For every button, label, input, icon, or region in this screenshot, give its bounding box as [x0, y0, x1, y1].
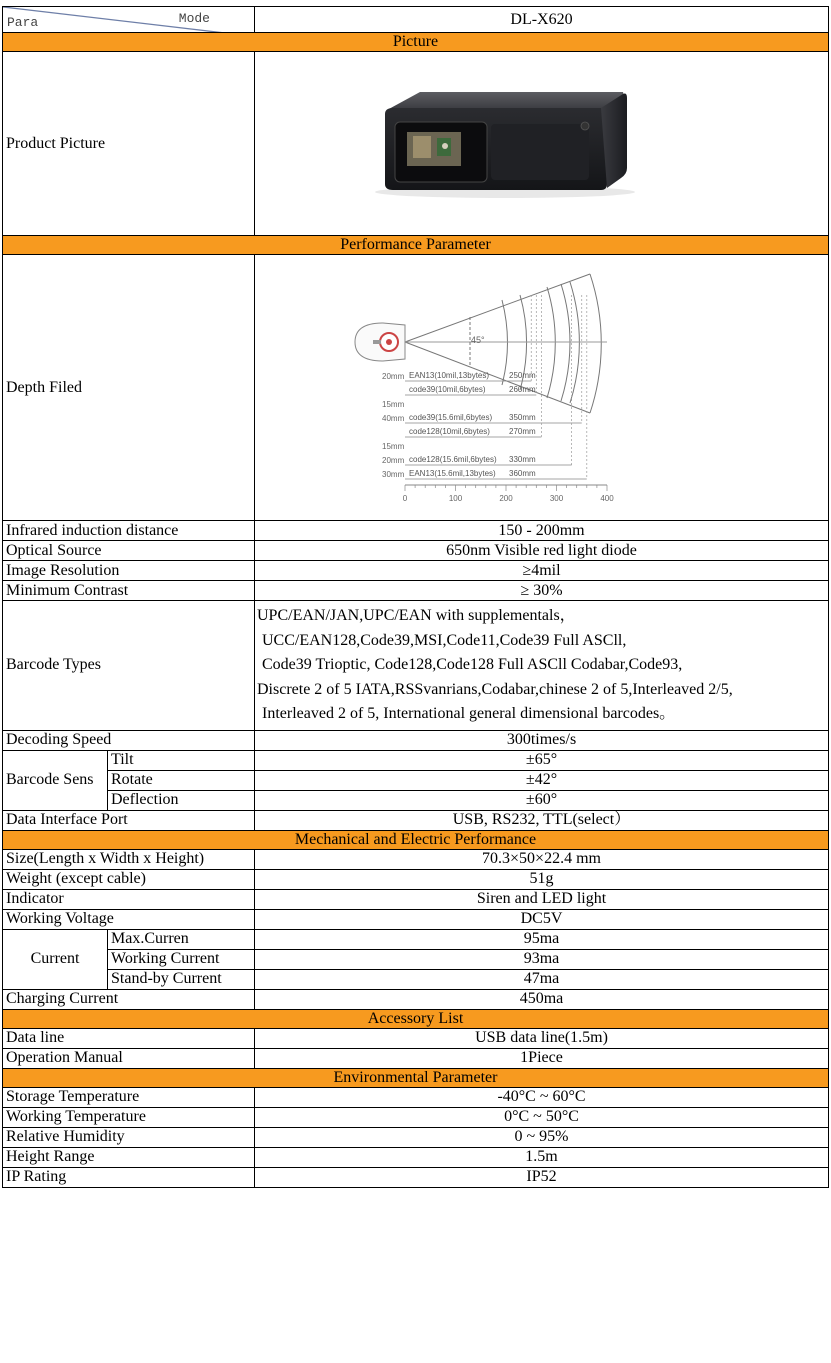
barcode-types-row: [3, 601, 829, 731]
para-mode-cell: [3, 7, 255, 33]
tilt-value: ±65°: [255, 750, 829, 770]
charging-label: Charging Current: [3, 989, 255, 1009]
rotate-value: ±42°: [255, 770, 829, 790]
height-row: [3, 1147, 829, 1167]
angle-label: 45°: [471, 335, 485, 345]
product-picture-label: Product Picture: [3, 52, 255, 236]
section-accessory: [3, 1009, 829, 1028]
weight-label: Weight (except cable): [3, 869, 255, 889]
depth-symbology-label: code39(10mil,6bytes): [409, 385, 486, 394]
infrared-value: 150 - 200mm: [255, 521, 829, 541]
ip-label: IP Rating: [3, 1167, 255, 1187]
depth-field-diagram-cell: [255, 255, 829, 521]
barcode-types-line: Discrete 2 of 5 IATA,RSSvanrians,Codabar,chinese 2 of 5,Interleaved 2/5,: [257, 680, 733, 698]
interface-row: [3, 810, 829, 830]
max-current-row: [3, 929, 829, 949]
weight-value: 51g: [255, 869, 829, 889]
data-line-row: [3, 1028, 829, 1048]
voltage-row: [3, 909, 829, 929]
para-label: Para: [7, 15, 39, 30]
depth-margin-label: 40mm: [382, 414, 405, 423]
depth-distance-label: 250mm: [509, 371, 536, 380]
charging-row: [3, 989, 829, 1009]
depth-symbology-label: EAN13(15.6mil,13bytes): [409, 469, 496, 478]
contrast-row: [3, 581, 829, 601]
barcode-types-line: Interleaved 2 of 5, International general dimensional barcodes。: [262, 705, 676, 722]
model-name: DL-X620: [255, 7, 829, 33]
data-line-label: Data line: [3, 1028, 255, 1048]
indicator-value: Siren and LED light: [255, 889, 829, 909]
working-temp-value: 0°C ~ 50°C: [255, 1107, 829, 1127]
depth-symbology-label: code39(15.6mil,6bytes): [409, 413, 493, 422]
section-environmental-title: Environmental Parameter: [3, 1068, 829, 1087]
deflection-row: [3, 790, 829, 810]
optical-value: 650nm Visible red light diode: [255, 541, 829, 561]
depth-axis: [403, 485, 614, 503]
depth-distance-label: 260mm: [509, 385, 536, 394]
standby-current-row: [3, 969, 829, 989]
axis-tick-label: 300: [549, 494, 564, 503]
diagonal-divider: [3, 7, 255, 33]
depth-margin-label: 20mm: [382, 456, 405, 465]
depth-field-label: Depth Filed: [3, 255, 255, 521]
axis-tick-label: 0: [402, 494, 408, 503]
header-row: [3, 7, 829, 33]
manual-label: Operation Manual: [3, 1048, 255, 1068]
barcode-sens-label: Barcode Sens: [3, 750, 108, 810]
depth-distance-label: 330mm: [509, 455, 536, 464]
weight-row: [3, 869, 829, 889]
humidity-row: [3, 1127, 829, 1147]
barcode-types-value: [255, 601, 829, 731]
optical-label: Optical Source: [3, 541, 255, 561]
working-current-value: 93ma: [255, 949, 829, 969]
depth-margin-label: 15mm: [382, 442, 405, 451]
storage-value: -40°C ~ 60°C: [255, 1087, 829, 1107]
contrast-label: Minimum Contrast: [3, 581, 255, 601]
depth-margin-label: 20mm: [382, 372, 405, 381]
deflection-label: Deflection: [108, 790, 255, 810]
manual-value: 1Piece: [255, 1048, 829, 1068]
manual-row: [3, 1048, 829, 1068]
resolution-value: ≥4mil: [255, 561, 829, 581]
height-label: Height Range: [3, 1147, 255, 1167]
depth-margin-label: 15mm: [382, 400, 405, 409]
contrast-value: ≥ 30%: [255, 581, 829, 601]
working-temp-row: [3, 1107, 829, 1127]
depth-symbology-label: code128(10mil,6bytes): [409, 427, 490, 436]
axis-tick-label: 200: [499, 494, 513, 503]
section-performance-title: Performance Parameter: [3, 236, 829, 255]
ip-row: [3, 1167, 829, 1187]
storage-label: Storage Temperature: [3, 1087, 255, 1107]
barcode-types-line: UPC/EAN/JAN,UPC/EAN with supplementals，: [257, 607, 576, 624]
section-accessory-title: Accessory List: [3, 1009, 829, 1028]
depth-distance-label: 270mm: [509, 427, 536, 436]
humidity-label: Relative Humidity: [3, 1127, 255, 1147]
barcode-types-line: Code39 Trioptic, Code128,Code128 Full ASCll Codabar,Code93,: [262, 656, 683, 673]
infrared-row: [3, 521, 829, 541]
axis-tick-label: 100: [448, 494, 463, 503]
data-line-value: USB data line(1.5m): [255, 1028, 829, 1048]
size-row: [3, 849, 829, 869]
depth-distance-label: 360mm: [509, 469, 536, 478]
charging-value: 450ma: [255, 989, 829, 1009]
optical-row: [3, 541, 829, 561]
resolution-row: [3, 561, 829, 581]
interface-value: USB, RS232, TTL(select）: [255, 810, 829, 830]
picture-row: [3, 52, 829, 236]
section-picture: [3, 33, 829, 52]
height-value: 1.5m: [255, 1147, 829, 1167]
section-environmental: [3, 1068, 829, 1087]
standby-current-label: Stand-by Current: [108, 969, 255, 989]
section-picture-title: Picture: [3, 33, 829, 52]
product-picture-cell: [255, 52, 829, 236]
mode-label: Mode: [178, 11, 210, 26]
depth-distance-label: 350mm: [509, 413, 536, 422]
rotate-label: Rotate: [108, 770, 255, 790]
decoding-value: 300times/s: [255, 730, 829, 750]
section-performance: [3, 236, 829, 255]
storage-row: [3, 1087, 829, 1107]
current-label: Current: [3, 929, 108, 989]
working-temp-label: Working Temperature: [3, 1107, 255, 1127]
size-label: Size(Length x Width x Height): [3, 849, 255, 869]
working-current-label: Working Current: [108, 949, 255, 969]
humidity-value: 0 ~ 95%: [255, 1127, 829, 1147]
decoding-label: Decoding Speed: [3, 730, 255, 750]
ip-value: IP52: [255, 1167, 829, 1187]
section-mechanical-title: Mechanical and Electric Performance: [3, 830, 829, 849]
voltage-label: Working Voltage: [3, 909, 255, 929]
voltage-value: DC5V: [255, 909, 829, 929]
scanner-product-image: [255, 52, 827, 230]
barcode-types-line: UCC/EAN128,Code39,MSI,Code11,Code39 Full ASCll,: [262, 631, 627, 649]
indicator-label: Indicator: [3, 889, 255, 909]
resolution-label: Image Resolution: [3, 561, 255, 581]
depth-symbology-label: code128(15.6mil,6bytes): [409, 455, 497, 464]
max-current-label: Max.Curren: [108, 929, 255, 949]
indicator-row: [3, 889, 829, 909]
interface-label: Data Interface Port: [3, 810, 255, 830]
max-current-value: 95ma: [255, 929, 829, 949]
depth-field-diagram: [255, 255, 827, 515]
tilt-row: [3, 750, 829, 770]
depth-rows: [382, 295, 587, 479]
depth-row: [3, 255, 829, 521]
depth-margin-label: 30mm: [382, 470, 405, 479]
section-mechanical: [3, 830, 829, 849]
spec-table: [2, 6, 829, 1188]
size-value: 70.3×50×22.4 mm: [255, 849, 829, 869]
depth-symbology-label: EAN13(10mil,13bytes): [409, 371, 490, 380]
deflection-value: ±60°: [255, 790, 829, 810]
standby-current-value: 47ma: [255, 969, 829, 989]
rotate-row: [3, 770, 829, 790]
decoding-row: [3, 730, 829, 750]
axis-tick-label: 400: [600, 494, 614, 503]
tilt-label: Tilt: [108, 750, 255, 770]
infrared-label: Infrared induction distance: [3, 521, 255, 541]
working-current-row: [3, 949, 829, 969]
barcode-types-label: Barcode Types: [3, 601, 255, 731]
